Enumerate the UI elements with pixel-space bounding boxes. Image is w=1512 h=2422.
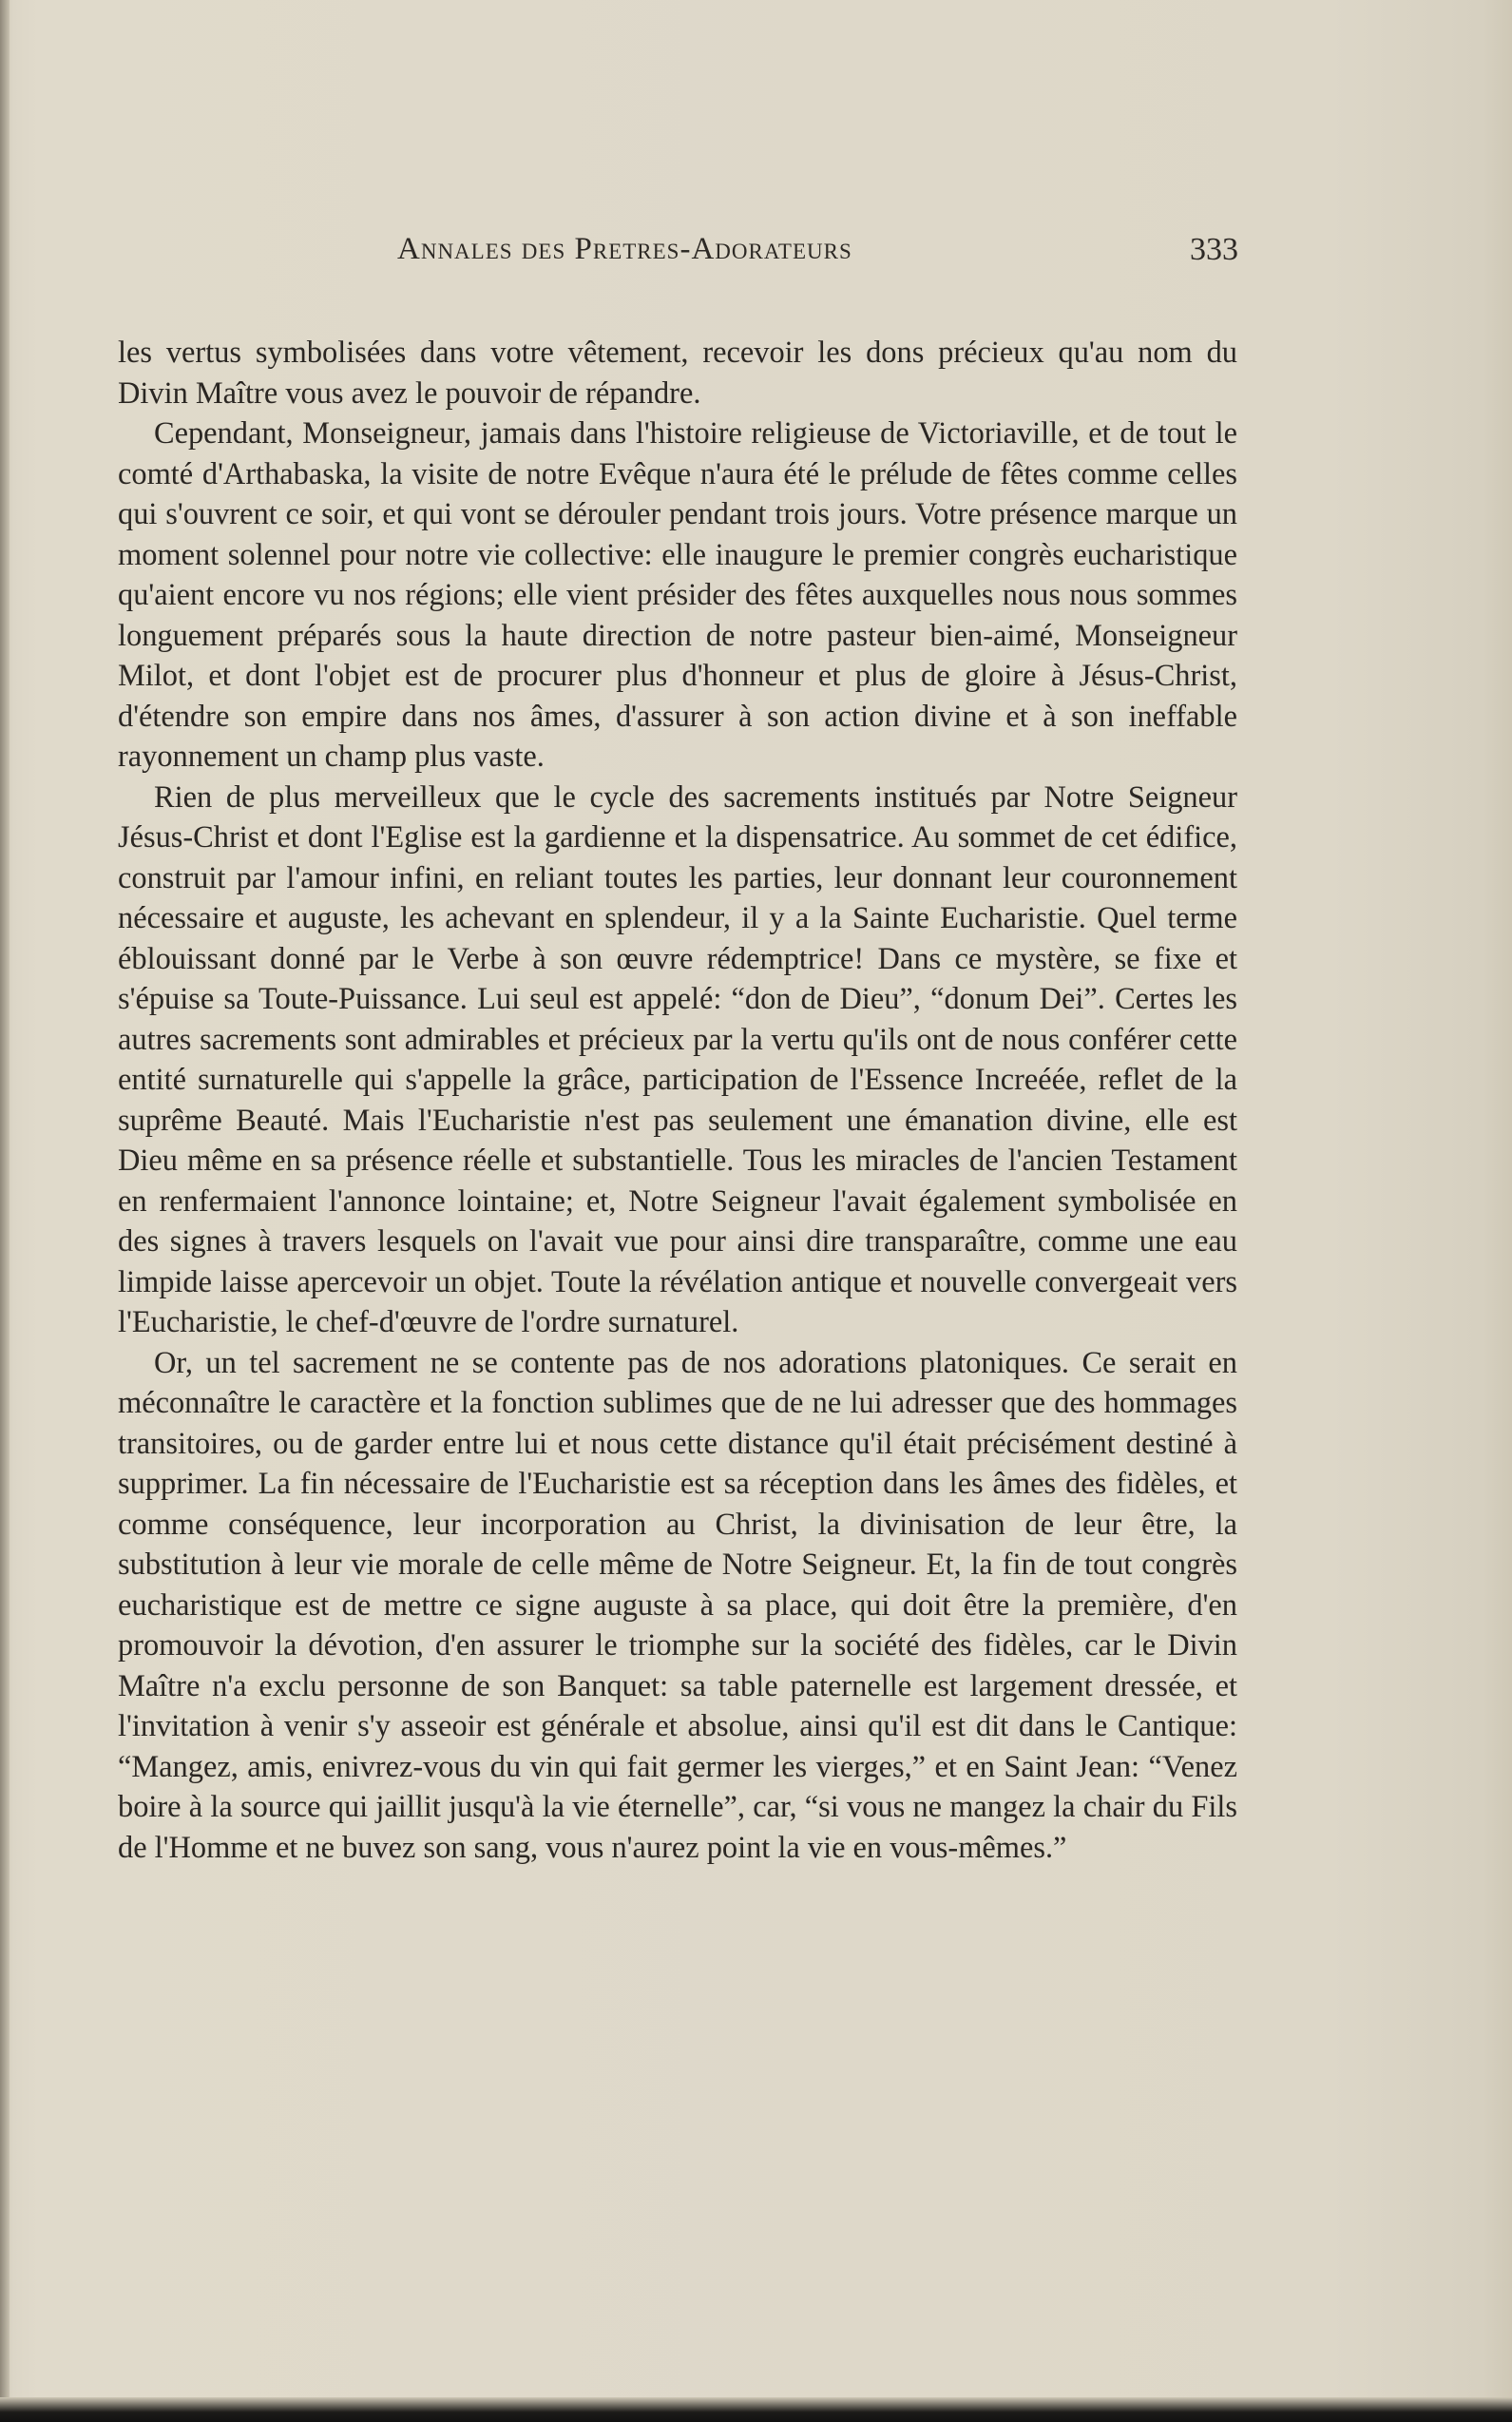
paragraph-3: Rien de plus merveilleux que le cycle des sacrements institués par Notre Seigneur Jésus-Christ et dont l'Eglise est la gardienne et la dispensatrice. Au sommet de cet édifice, construit par l'amour infini, en reliant toutes les parties, leur donnant leur couronnement nécessaire et auguste, les achevant en splendeur, il y a la Sainte Eucharistie. Quel terme éblouissant donné par le Verbe à son œuvre rédemptrice! Dans ce mystère, se fixe et s'épuise sa Toute-Puissance. Lui seul est appelé: “don de Dieu”, “donum Dei”. Certes les autres sacrements sont admirables et précieux par la vertu qu'ils ont de nous conférer cette entité surnaturelle qui s'appelle la grâce, participation de l'Essence Increéée, reflet de la suprême Beauté. Mais l'Eucharistie n'est pas seulement une émanation divine, elle est Dieu même en sa présence réelle et substantielle. Tous les miracles de l'ancien Testament en renfermaient l'annonce lointaine; et, Notre Seigneur l'avait également symbolisée en des signes à travers lesquels on l'avait vue pour ainsi dire transparaître, comme une eau limpide laisse apercevoir un objet. Toute la révélation antique et nouvelle convergeait vers l'Eucharistie, le chef-d'œuvre de l'ordre surnaturel. (118, 779, 1237, 1339)
scan-bottom-edge (0, 2397, 1512, 2422)
paragraph-4: Or, un tel sacrement ne se contente pas de nos adorations platoniques. Ce serait en méconnaître le caractère et la fonction sublimes que de ne lui adresser que des hommages transitoires, ou de garder entre lui et nous cette distance qu'il était précisément destiné à supprimer. La fin nécessaire de l'Eucharistie est sa réception dans les âmes des fidèles, et comme conséquence, leur incorporation au Christ, la divinisation de leur être, la substitution à leur vie morale de celle même de Notre Seigneur. Et, la fin de tout congrès eucharistique est de mettre ce signe auguste à sa place, qui doit être la première, d'en promouvoir la dévotion, d'en assurer le triomphe sur la société des fidèles, car le Divin Maître n'a exclu personne de son Banquet: sa table paternelle est largement dressée, et l'invitation à venir s'y asseoir est générale et absolue, ainsi qu'il est dit dans le Cantique: “Mangez, amis, enivrez-vous du vin qui fait germer les vierges,” et en Saint Jean: “Venez boire à la source qui jaillit jusqu'à la vie éternelle”, car, “si vous ne mangez la chair du Fils de l'Homme et ne buvez son sang, vous n'aurez point la vie en vous-mêmes.” (118, 1345, 1237, 1865)
paragraph-2: Cependant, Monseigneur, jamais dans l'histoire religieuse de Victoriaville, et de tout le comté d'Arthabaska, la visite de notre Evêque n'aura été le prélude de fêtes comme celles qui s'ouvrent ce soir, et qui vont se dérouler pendant trois jours. Votre présence marque un moment solennel pour notre vie collective: elle inaugure le premier congrès eucharistique qu'aient encore vu nos régions; elle vient présider des fêtes auxquelles nous nous sommes longuement préparés sous la haute direction de notre pasteur bien-aimé, Monseigneur Milot, et dont l'objet est de procurer plus d'honneur et plus de gloire à Jésus-Christ, d'étendre son empire dans nos âmes, d'assurer à son action divine et à son ineffable rayonnement un champ plus vaste. (118, 416, 1237, 774)
running-head (397, 232, 1238, 279)
page-number: 333 (1190, 232, 1238, 267)
body-text (118, 333, 1237, 1868)
page-binding-edge (0, 0, 10, 2422)
paragraph-1: les vertus symbolisées dans votre vêtement, recevoir les dons précieux qu'au nom du Divin Maître vous avez le pouvoir de répandre. (118, 336, 1237, 411)
running-title: Annales des Pretres-Adorateurs (397, 232, 852, 266)
